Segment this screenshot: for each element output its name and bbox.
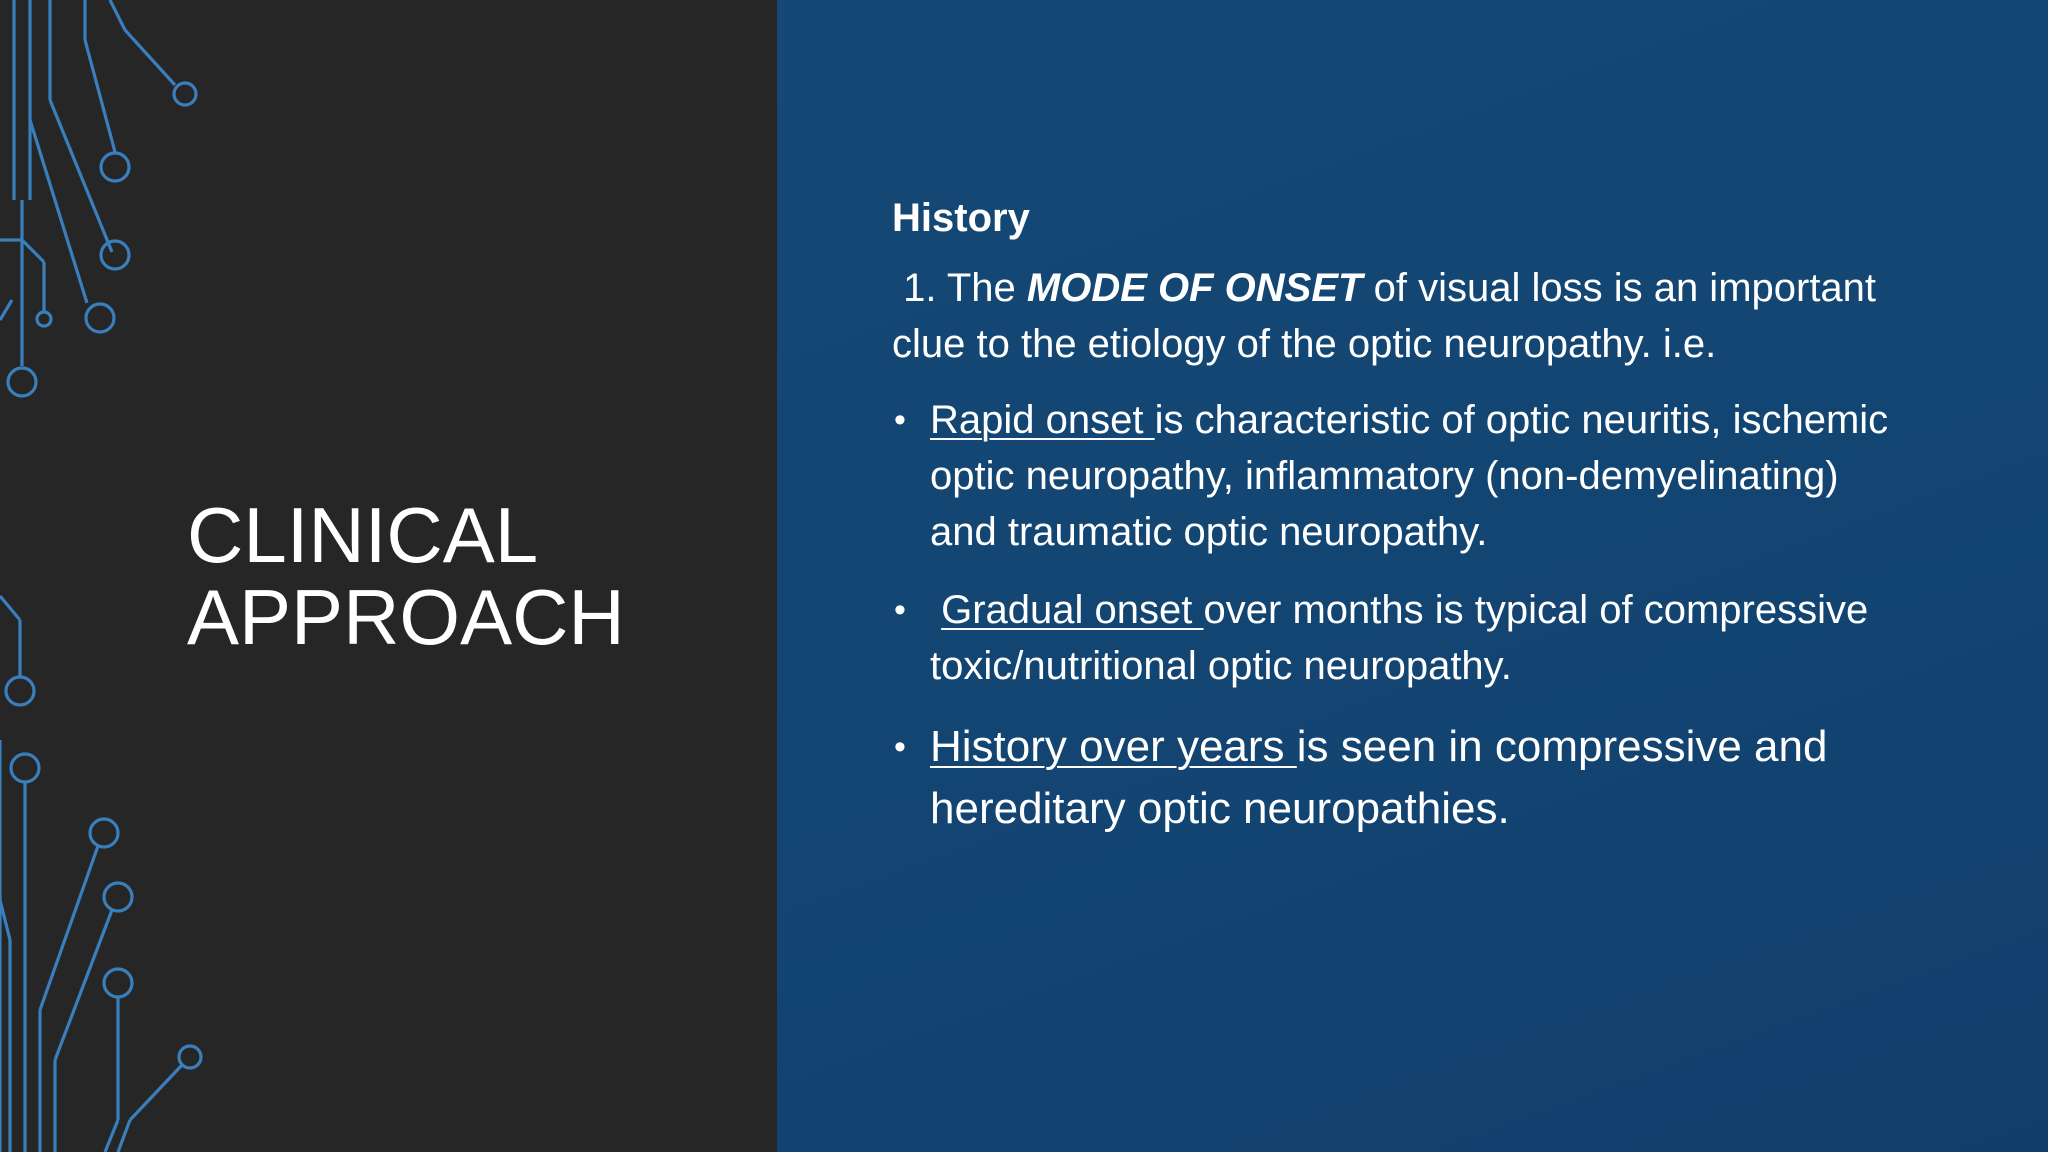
bullet-lead-space <box>930 588 941 632</box>
bullet-icon: • <box>894 401 906 439</box>
bullet-text: is characteristic of optic neuritis, ischemic optic neuropathy, inflammatory (non-demyelinating) and traumatic optic neuropathy. <box>930 398 1889 554</box>
bullet-icon: • <box>894 591 906 629</box>
bullet-text: is seen in compressive and hereditary optic neuropathies. <box>930 722 1828 833</box>
bullet-list <box>892 392 1892 840</box>
bullet-underlined-term: Rapid onset <box>930 398 1155 442</box>
intro-suffix: of visual loss is an important clue to the etiology of the optic neuropathy. i.e. <box>892 266 1877 366</box>
slide-title-line-1: CLINICAL <box>187 491 539 579</box>
list-item <box>892 582 1892 694</box>
content-area <box>892 190 1892 862</box>
slide-title-line-2: APPROACH <box>187 573 625 661</box>
slide-title <box>187 491 625 661</box>
intro-prefix: 1. The <box>892 266 1027 310</box>
intro-paragraph <box>892 260 1892 372</box>
bullet-text: over months is typical of compressive toxic/nutritional optic neuropathy. <box>930 588 1869 688</box>
bullet-underlined-term: History over years <box>930 722 1297 771</box>
list-item <box>892 392 1892 560</box>
bullet-underlined-term: Gradual onset <box>941 588 1204 632</box>
intro-emphasis: MODE OF ONSET <box>1026 266 1363 310</box>
bullet-icon: • <box>894 728 906 766</box>
list-item <box>892 716 1892 840</box>
left-panel <box>0 0 777 1152</box>
section-heading: History <box>892 196 1030 240</box>
